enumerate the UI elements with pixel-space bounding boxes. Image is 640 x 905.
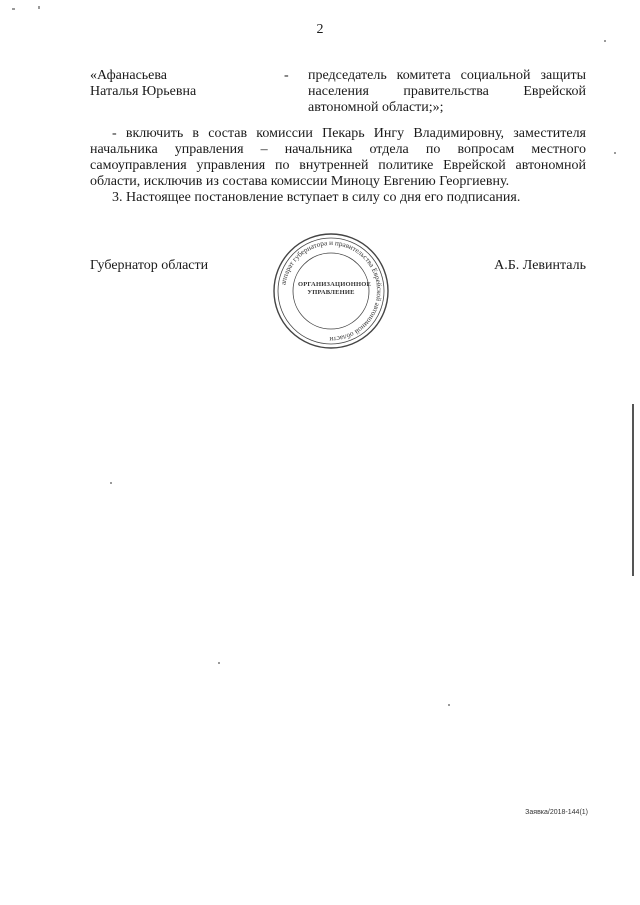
member-name	[90, 68, 280, 100]
scan-speck	[604, 40, 606, 42]
member-surname: «Афанасьева	[90, 68, 168, 83]
paragraph-line: - включить в состав комиссии Пекарь Ингу Владимировну, заместителя	[112, 126, 586, 141]
scan-speck	[12, 8, 15, 10]
signatory-name: А.Б. Левинталь	[494, 258, 586, 273]
paragraph-line: начальника управления – начальника отдела по вопросам местного	[90, 142, 586, 157]
paragraph-line: 3. Настоящее постановление вступает в силу со дня его подписания.	[112, 190, 521, 205]
member-given-names: Наталья Юрьевна	[90, 84, 197, 99]
paragraph-line: области, исключив из состава комиссии Миноцу Евгению Георгиевну.	[90, 174, 510, 189]
paragraph-effective-date	[90, 190, 586, 206]
scan-speck	[218, 662, 220, 664]
scan-speck	[110, 482, 112, 484]
seal-outer-text: аппарат губернатора и правительства Еврейской автономной области	[279, 238, 384, 344]
seal-center-text	[298, 281, 372, 297]
scan-speck	[448, 704, 450, 706]
scan-speck	[614, 152, 616, 154]
member-dash: -	[284, 68, 289, 83]
member-role-line: населения правительства Еврейской	[308, 84, 586, 99]
footer-code: Заявка/2018-144(1)	[525, 809, 588, 816]
paragraph-line: самоуправления управления по внутренней политике Еврейской автономной	[90, 158, 586, 173]
signatory-title: Губернатор области	[90, 258, 209, 273]
member-role-line: председатель комитета социальной защиты	[308, 68, 586, 83]
seal-center-line: УПРАВЛЕНИЕ	[307, 289, 355, 296]
member-role	[308, 68, 586, 116]
page-number: 2	[316, 22, 324, 37]
seal-center-line: ОРГАНИЗАЦИОННОЕ	[298, 281, 372, 288]
scan-speck	[38, 6, 40, 9]
scan-edge-mark	[632, 404, 634, 576]
paragraph-include-member	[90, 126, 586, 190]
member-role-line: автономной области;»;	[308, 100, 444, 115]
